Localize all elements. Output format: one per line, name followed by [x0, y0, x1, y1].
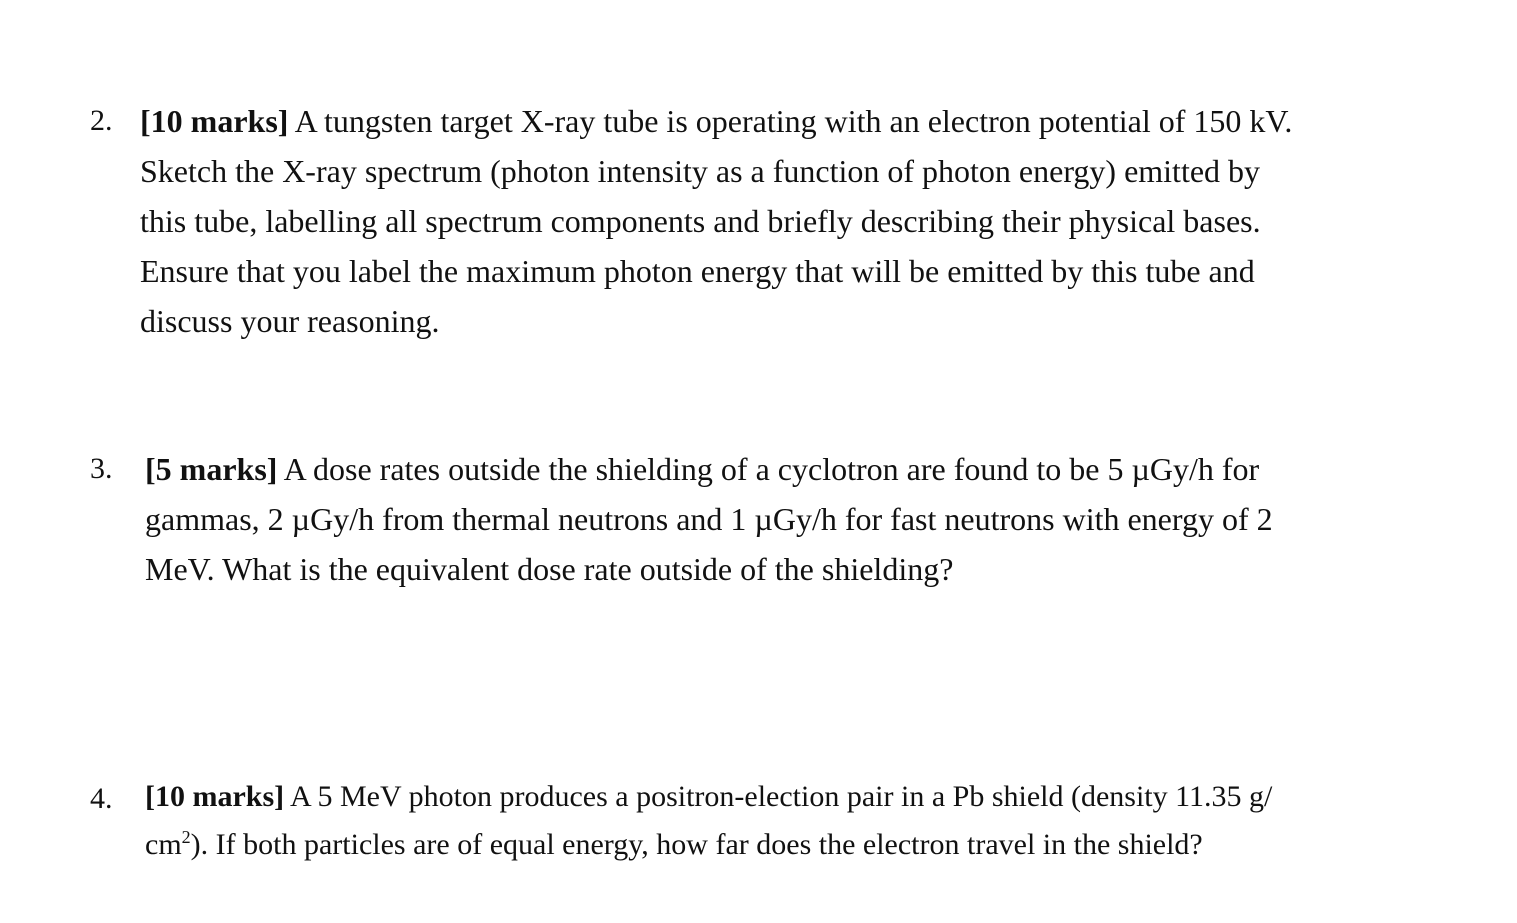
marks-label: [10 marks]: [140, 103, 289, 139]
question-number: 4.: [90, 782, 113, 815]
question-line: MeV. What is the equivalent dose rate outside of the shielding?: [145, 551, 954, 587]
question-line: Ensure that you label the maximum photon energy that will be emitted by this tube and: [140, 253, 1255, 289]
question-text: [145, 444, 1445, 594]
question-line: discuss your reasoning.: [140, 303, 440, 339]
question-line: gammas, 2 µGy/h from thermal neutrons and 1 µGy/h for fast neutrons with energy of 2: [145, 501, 1273, 537]
question-line: [10 marks] A tungsten target X-ray tube is operating with an electron potential of 150 kV.: [140, 103, 1293, 139]
question-text: [140, 96, 1440, 346]
marks-label: [5 marks]: [145, 451, 278, 487]
marks-label: [10 marks]: [145, 780, 285, 813]
question-line: this tube, labelling all spectrum components and briefly describing their physical bases.: [140, 203, 1261, 239]
question-number: 3.: [90, 452, 113, 485]
superscript: 2: [181, 827, 191, 847]
question-line: $cm^2$). If both particles are of equal energy, how far does the electron travel in the shield?: [145, 827, 1203, 861]
question-text: [145, 777, 1445, 861]
question-line: [10 marks] A 5 MeV photon produces a positron-election pair in a Pb shield (density 11.35 g/: [145, 780, 1273, 813]
question-line: Sketch the X-ray spectrum (photon intensity as a function of photon energy) emitted by: [140, 153, 1261, 189]
question-number: 2.: [90, 104, 113, 137]
question-line: [5 marks] A dose rates outside the shielding of a cyclotron are found to be 5 µGy/h for: [145, 451, 1260, 487]
